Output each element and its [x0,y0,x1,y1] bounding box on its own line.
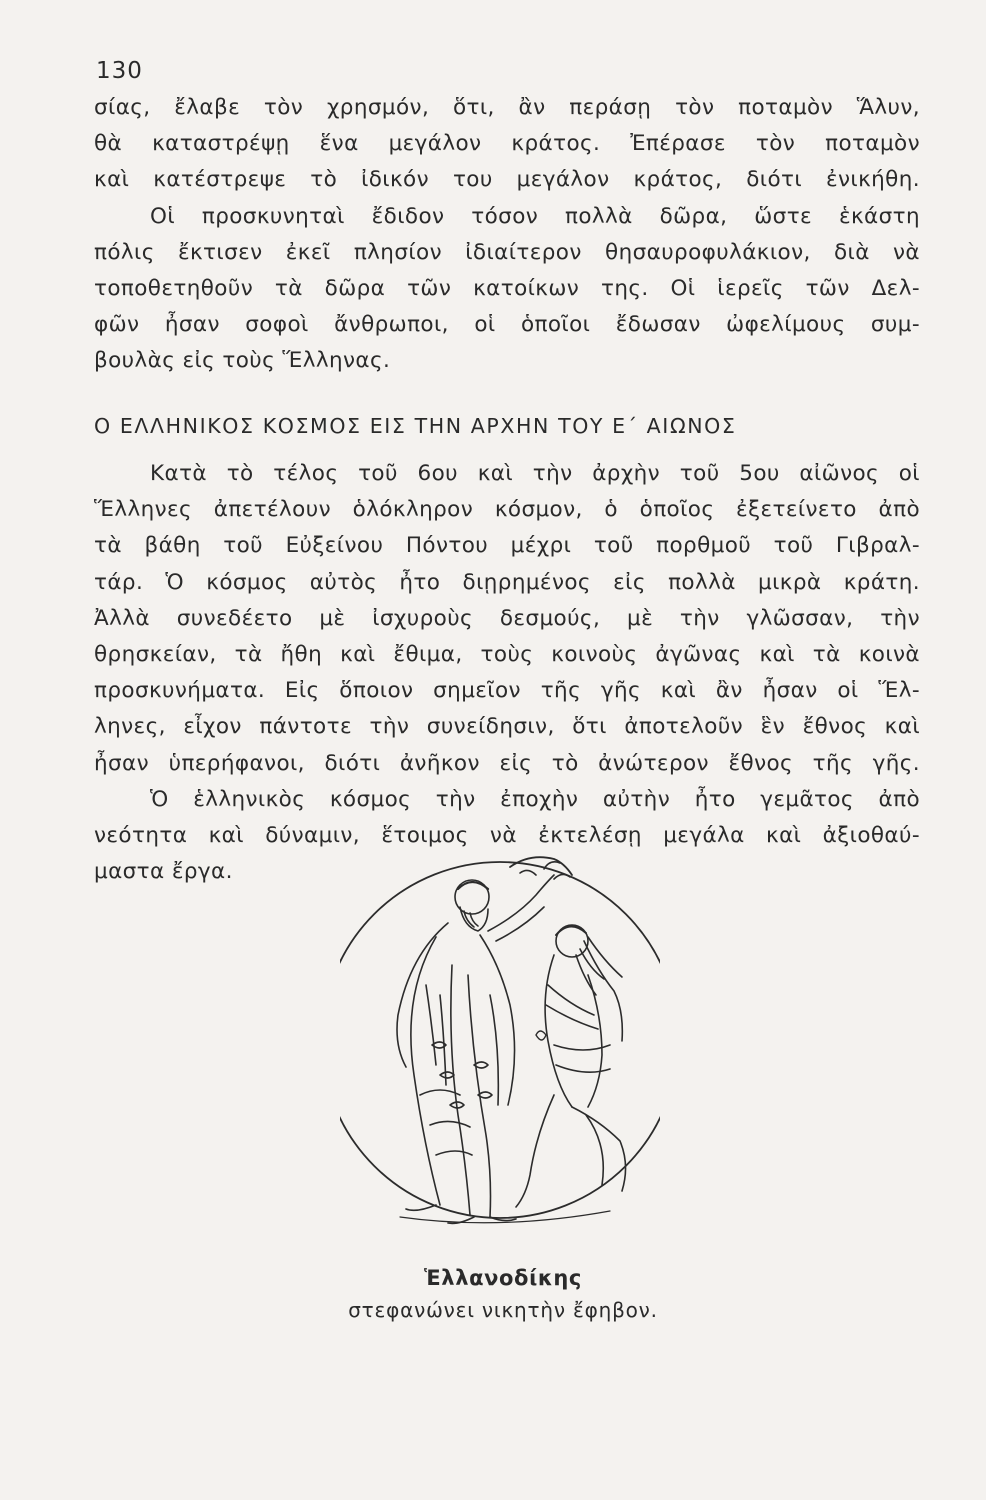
page-number: 130 [96,58,143,84]
text-line: τὰ βάθη τοῦ Εὐξείνου Πόντου μέχρι τοῦ πορθμοῦ τοῦ Γιβραλ- [94,533,920,559]
section-heading: Ο ΕΛΛΗΝΙΚΟΣ ΚΟΣΜΟΣ ΕΙΣ ΤΗΝ ΑΡΧΗΝ ΤΟΥ Ε΄ ΑΙΩΝΟΣ [94,414,737,438]
figure-caption-subtitle: στεφανώνει νικητὴν ἔφηβον. [348,1298,658,1322]
text-line: Ἕλληνες ἀπετέλουν ὁλόκληρον κόσμον, ὁ ὁποῖος ἐξετείνετο ἀπὸ [94,497,920,523]
text-line: ἦσαν ὑπερήφανοι, διότι ἀνῆκον εἰς τὸ ἀνώτερον ἔθνος τῆς γῆς. [94,750,920,776]
text-line: θρησκείαν, τὰ ἤθη καὶ ἔθιμα, τοὺς κοινοὺς ἀγῶνας καὶ τὰ κοινὰ [94,641,920,667]
text-line: βουλὰς εἰς τοὺς Ἕλληνας. [94,348,391,374]
text-line: τοποθετηθοῦν τὰ δῶρα τῶν κατοίκων της. Οἱ ἱερεῖς τῶν Δελ- [94,275,920,301]
text-line: μαστα ἔργα. [94,859,233,885]
text-line: Ὁ ἑλληνικὸς κόσμος τὴν ἐποχὴν αὐτὴν ἦτο γεμᾶτος ἀπὸ [150,786,920,812]
text-line: τάρ. Ὁ κόσμος αὐτὸς ἦτο διῃρημένος εἰς πολλὰ μικρὰ κράτη. [94,569,920,595]
text-line: φῶν ἦσαν σοφοὶ ἄνθρωποι, οἱ ὁποῖοι ἔδωσαν ὠφελίμους συμ- [94,312,920,338]
figure-caption-title: Ἑλλανοδίκης [424,1266,582,1290]
text-line: νεότητα καὶ δύναμιν, ἕτοιμος νὰ ἐκτελέσῃ μεγάλα καὶ ἀξιοθαύ- [94,822,920,848]
text-line: προσκυνήματα. Εἰς ὅποιον σημεῖον τῆς γῆς καὶ ἂν ἦσαν οἱ Ἕλ- [94,678,920,704]
text-block-top [94,90,920,380]
text-line: θὰ καταστρέψῃ ἕνα μεγάλον κράτος. Ἐπέρασε τὸν ποταμὸν [94,131,920,157]
text-line: πόλις ἔκτισεν ἐκεῖ πλησίον ἰδιαίτερον θησαυροφυλάκιον, διὰ νὰ [94,239,920,265]
text-line: Κατὰ τὸ τέλος τοῦ 6ου καὶ τὴν ἀρχὴν τοῦ 5ου αἰῶνος οἱ [150,461,920,486]
text-line: Ἀλλὰ συνεδέετο μὲ ἰσχυροὺς δεσμούς, μὲ τὴν γλῶσσαν, τὴν [94,605,920,631]
text-line: ληνες, εἶχον πάντοτε τὴν συνείδησιν, ὅτι ἀποτελοῦν ἓν ἔθνος καὶ [94,714,920,740]
text-line: καὶ κατέστρεψε τὸ ἰδικόν του μεγάλον κράτος, διότι ἐνικήθη. [94,167,920,193]
text-line: Οἱ προσκυνηταὶ ἔδιδον τόσον πολλὰ δῶρα, ὥστε ἑκάστη [150,203,920,229]
vase-painting-illustration [340,845,660,1265]
text-block-bottom [94,456,920,890]
text-line: σίας, ἔλαβε τὸν χρησμόν, ὅτι, ἂν περάσῃ τὸν ποταμὸν Ἅλυν, [94,95,920,120]
